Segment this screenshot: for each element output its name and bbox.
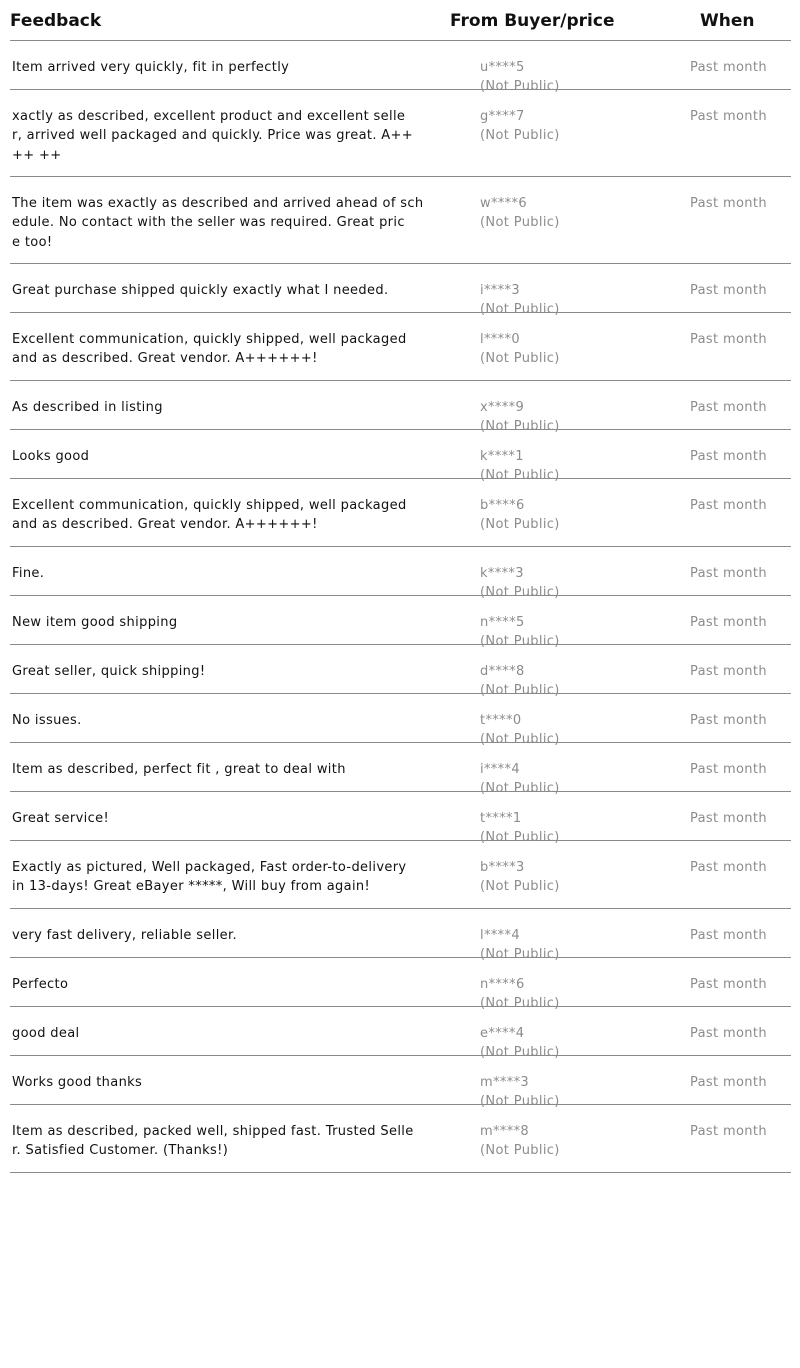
feedback-comment: Excellent communication, quickly shipped, well packaged and as described. Great vendor. A++++++! bbox=[12, 332, 407, 367]
table-row bbox=[10, 1105, 791, 1173]
feedback-when: Past month bbox=[690, 860, 767, 875]
buyer-id: d****8 bbox=[480, 664, 525, 679]
buyer-privacy: (Not Public) bbox=[480, 879, 560, 894]
feedback-when: Past month bbox=[690, 1124, 767, 1139]
buyer-id: x****9 bbox=[480, 400, 525, 415]
feedback-when: Past month bbox=[690, 60, 767, 75]
feedback-when: Past month bbox=[690, 664, 767, 679]
table-row bbox=[10, 479, 791, 547]
feedback-comment: very fast delivery, reliable seller. bbox=[12, 928, 237, 943]
buyer-privacy: (Not Public) bbox=[480, 585, 560, 600]
feedback-comment: Excellent communication, quickly shipped, well packaged and as described. Great vendor. A++++++! bbox=[12, 498, 407, 533]
table-row bbox=[10, 841, 791, 909]
buyer-cell bbox=[480, 330, 560, 368]
buyer-privacy: (Not Public) bbox=[480, 947, 560, 962]
buyer-id: b****6 bbox=[480, 498, 525, 513]
buyer-id: t****1 bbox=[480, 811, 522, 826]
table-row bbox=[10, 41, 791, 94]
table-row bbox=[10, 909, 791, 962]
feedback-comment: Item as described, packed well, shipped fast. Trusted Selle r. Satisfied Customer. (Thanks!) bbox=[12, 1124, 414, 1159]
feedback-when: Past month bbox=[690, 332, 767, 347]
buyer-cell bbox=[480, 107, 560, 145]
feedback-when: Past month bbox=[690, 109, 767, 124]
table-row bbox=[10, 547, 791, 600]
feedback-comment: As described in listing bbox=[12, 400, 163, 415]
feedback-comment: Item arrived very quickly, fit in perfectly bbox=[12, 60, 290, 75]
buyer-id: n****5 bbox=[480, 615, 525, 630]
feedback-comment: Item as described, perfect fit , great to deal with bbox=[12, 762, 346, 777]
buyer-privacy: (Not Public) bbox=[480, 351, 560, 366]
feedback-comment: Great service! bbox=[12, 811, 110, 826]
buyer-id: i****3 bbox=[480, 283, 520, 298]
feedback-comment: Fine. bbox=[12, 566, 45, 581]
buyer-cell bbox=[480, 194, 560, 232]
feedback-when: Past month bbox=[690, 1026, 767, 1041]
buyer-privacy: (Not Public) bbox=[480, 781, 560, 796]
feedback-when: Past month bbox=[690, 1075, 767, 1090]
table-row bbox=[10, 743, 791, 796]
buyer-id: l****4 bbox=[480, 928, 520, 943]
buyer-privacy: (Not Public) bbox=[480, 683, 560, 698]
table-row bbox=[10, 313, 791, 381]
buyer-id: u****5 bbox=[480, 60, 525, 75]
feedback-comment: xactly as described, excellent product and excellent selle r, arrived well packaged and quickly. Price was great. A++ ++ ++ bbox=[12, 109, 414, 163]
buyer-cell bbox=[480, 858, 560, 896]
table-row bbox=[10, 90, 791, 177]
table-row bbox=[10, 792, 791, 845]
buyer-cell bbox=[480, 496, 560, 534]
feedback-table bbox=[10, 0, 791, 1173]
feedback-when: Past month bbox=[690, 762, 767, 777]
buyer-column-header: From Buyer/price bbox=[450, 11, 615, 31]
buyer-privacy: (Not Public) bbox=[480, 634, 560, 649]
table-row bbox=[10, 645, 791, 698]
feedback-when: Past month bbox=[690, 196, 767, 211]
buyer-privacy: (Not Public) bbox=[480, 1143, 560, 1158]
feedback-comment: good deal bbox=[12, 1026, 80, 1041]
table-row bbox=[10, 1056, 791, 1109]
feedback-rows bbox=[10, 41, 791, 1173]
feedback-comment: New item good shipping bbox=[12, 615, 178, 630]
feedback-when: Past month bbox=[690, 977, 767, 992]
table-row bbox=[10, 958, 791, 1011]
buyer-id: w****6 bbox=[480, 196, 528, 211]
buyer-id: k****3 bbox=[480, 566, 524, 581]
buyer-privacy: (Not Public) bbox=[480, 215, 560, 230]
buyer-privacy: (Not Public) bbox=[480, 128, 560, 143]
buyer-privacy: (Not Public) bbox=[480, 79, 560, 94]
buyer-privacy: (Not Public) bbox=[480, 732, 560, 747]
table-row bbox=[10, 596, 791, 649]
feedback-when: Past month bbox=[690, 566, 767, 581]
buyer-cell bbox=[480, 1122, 560, 1160]
buyer-privacy: (Not Public) bbox=[480, 1045, 560, 1060]
table-row bbox=[10, 430, 791, 483]
buyer-privacy: (Not Public) bbox=[480, 517, 560, 532]
buyer-id: m****8 bbox=[480, 1124, 530, 1139]
buyer-id: m****3 bbox=[480, 1075, 530, 1090]
buyer-privacy: (Not Public) bbox=[480, 996, 560, 1011]
table-header bbox=[10, 0, 791, 41]
feedback-comment: Great seller, quick shipping! bbox=[12, 664, 206, 679]
feedback-when: Past month bbox=[690, 283, 767, 298]
table-row bbox=[10, 694, 791, 747]
buyer-privacy: (Not Public) bbox=[480, 302, 560, 317]
table-row bbox=[10, 1007, 791, 1060]
feedback-when: Past month bbox=[690, 449, 767, 464]
buyer-id: i****4 bbox=[480, 762, 520, 777]
buyer-id: e****4 bbox=[480, 1026, 525, 1041]
buyer-privacy: (Not Public) bbox=[480, 468, 560, 483]
table-row bbox=[10, 264, 791, 317]
feedback-when: Past month bbox=[690, 928, 767, 943]
buyer-id: n****6 bbox=[480, 977, 525, 992]
feedback-comment: The item was exactly as described and arrived ahead of sch edule. No contact with the seller was required. Great pric e too! bbox=[12, 196, 424, 250]
feedback-when: Past month bbox=[690, 713, 767, 728]
feedback-comment: Exactly as pictured, Well packaged, Fast order-to-delivery in 13-days! Great eBayer *****, Will buy from again! bbox=[12, 860, 407, 895]
buyer-privacy: (Not Public) bbox=[480, 1094, 560, 1109]
buyer-id: g****7 bbox=[480, 109, 525, 124]
feedback-when: Past month bbox=[690, 498, 767, 513]
feedback-when: Past month bbox=[690, 400, 767, 415]
buyer-privacy: (Not Public) bbox=[480, 419, 560, 434]
feedback-comment: Great purchase shipped quickly exactly what I needed. bbox=[12, 283, 389, 298]
feedback-comment: Works good thanks bbox=[12, 1075, 143, 1090]
feedback-comment: Perfecto bbox=[12, 977, 69, 992]
buyer-privacy: (Not Public) bbox=[480, 830, 560, 845]
buyer-id: t****0 bbox=[480, 713, 522, 728]
table-row bbox=[10, 177, 791, 264]
feedback-comment: Looks good bbox=[12, 449, 90, 464]
feedback-when: Past month bbox=[690, 615, 767, 630]
feedback-when: Past month bbox=[690, 811, 767, 826]
buyer-id: l****0 bbox=[480, 332, 520, 347]
table-row bbox=[10, 381, 791, 434]
feedback-comment: No issues. bbox=[12, 713, 82, 728]
buyer-id: k****1 bbox=[480, 449, 524, 464]
feedback-column-header: Feedback bbox=[10, 11, 102, 31]
buyer-id: b****3 bbox=[480, 860, 525, 875]
when-column-header: When bbox=[700, 11, 755, 31]
